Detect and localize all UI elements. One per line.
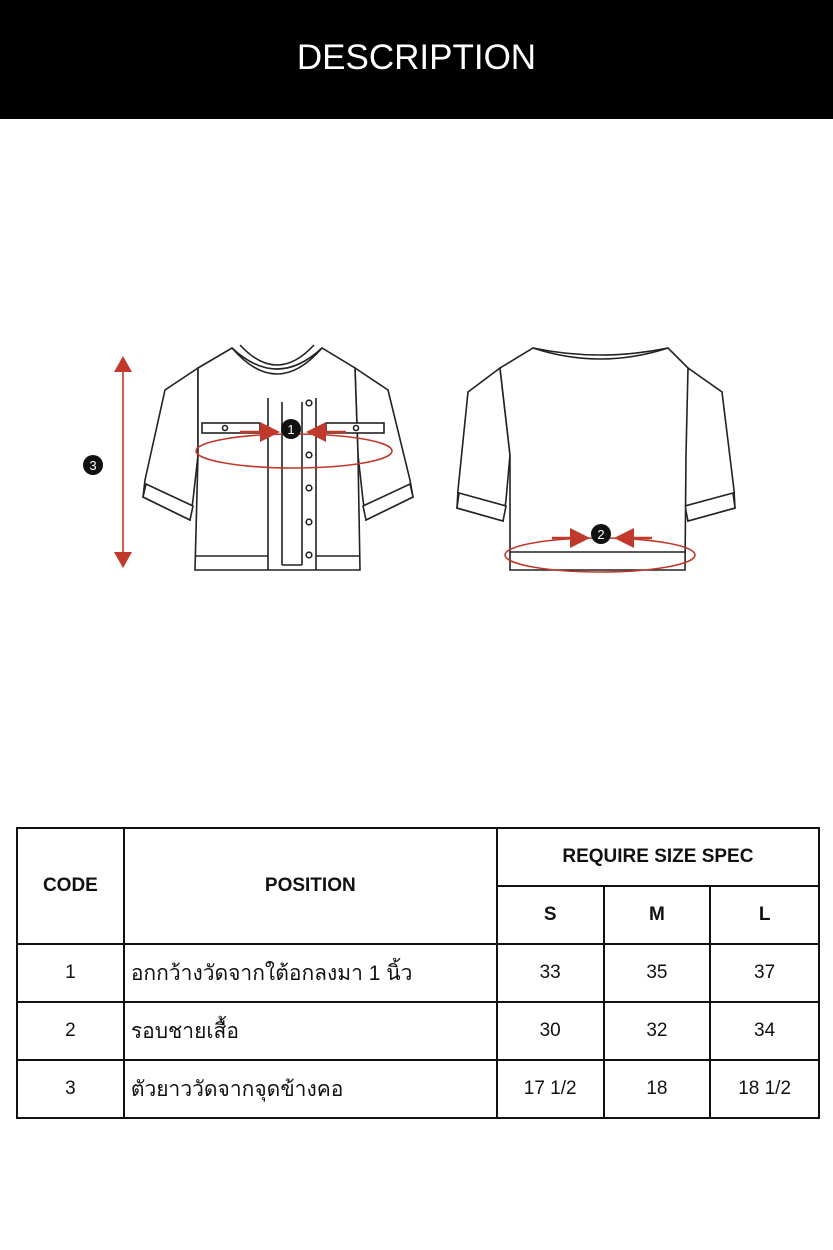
header-size-m: M [604, 886, 711, 944]
row-value-m: 32 [604, 1002, 711, 1060]
marker-2: 2 [597, 527, 605, 542]
header-code: CODE [17, 828, 124, 944]
measurement-diagram [0, 330, 833, 590]
row-value-m: 35 [604, 944, 711, 1002]
row-position: อกกว้างวัดจากใต้อกลงมา 1 นิ้ว [124, 944, 497, 1002]
row-code: 3 [17, 1060, 124, 1118]
header-bar [0, 0, 833, 119]
table-row [17, 944, 819, 1002]
front-jacket [143, 345, 413, 570]
row-value-l: 18 1/2 [710, 1060, 819, 1118]
marker-1: 1 [287, 422, 295, 437]
row-value-s: 30 [497, 1002, 604, 1060]
header-size-l: L [710, 886, 819, 944]
row-value-s: 17 1/2 [497, 1060, 604, 1118]
header-spec: REQUIRE SIZE SPEC [497, 828, 819, 886]
row-code: 1 [17, 944, 124, 1002]
row-position: ตัวยาววัดจากจุดข้างคอ [124, 1060, 497, 1118]
marker-3: 3 [89, 458, 97, 473]
table-row [17, 1002, 819, 1060]
table-row [17, 1060, 819, 1118]
header-size-s: S [497, 886, 604, 944]
row-value-s: 33 [497, 944, 604, 1002]
page-title: DESCRIPTION [296, 37, 537, 77]
header-position: POSITION [124, 828, 497, 944]
measure-length [83, 356, 132, 568]
row-code: 2 [17, 1002, 124, 1060]
size-spec-table [16, 827, 820, 1119]
row-value-l: 34 [710, 1002, 819, 1060]
row-position: รอบชายเสื้อ [124, 1002, 497, 1060]
row-value-m: 18 [604, 1060, 711, 1118]
row-value-l: 37 [710, 944, 819, 1002]
